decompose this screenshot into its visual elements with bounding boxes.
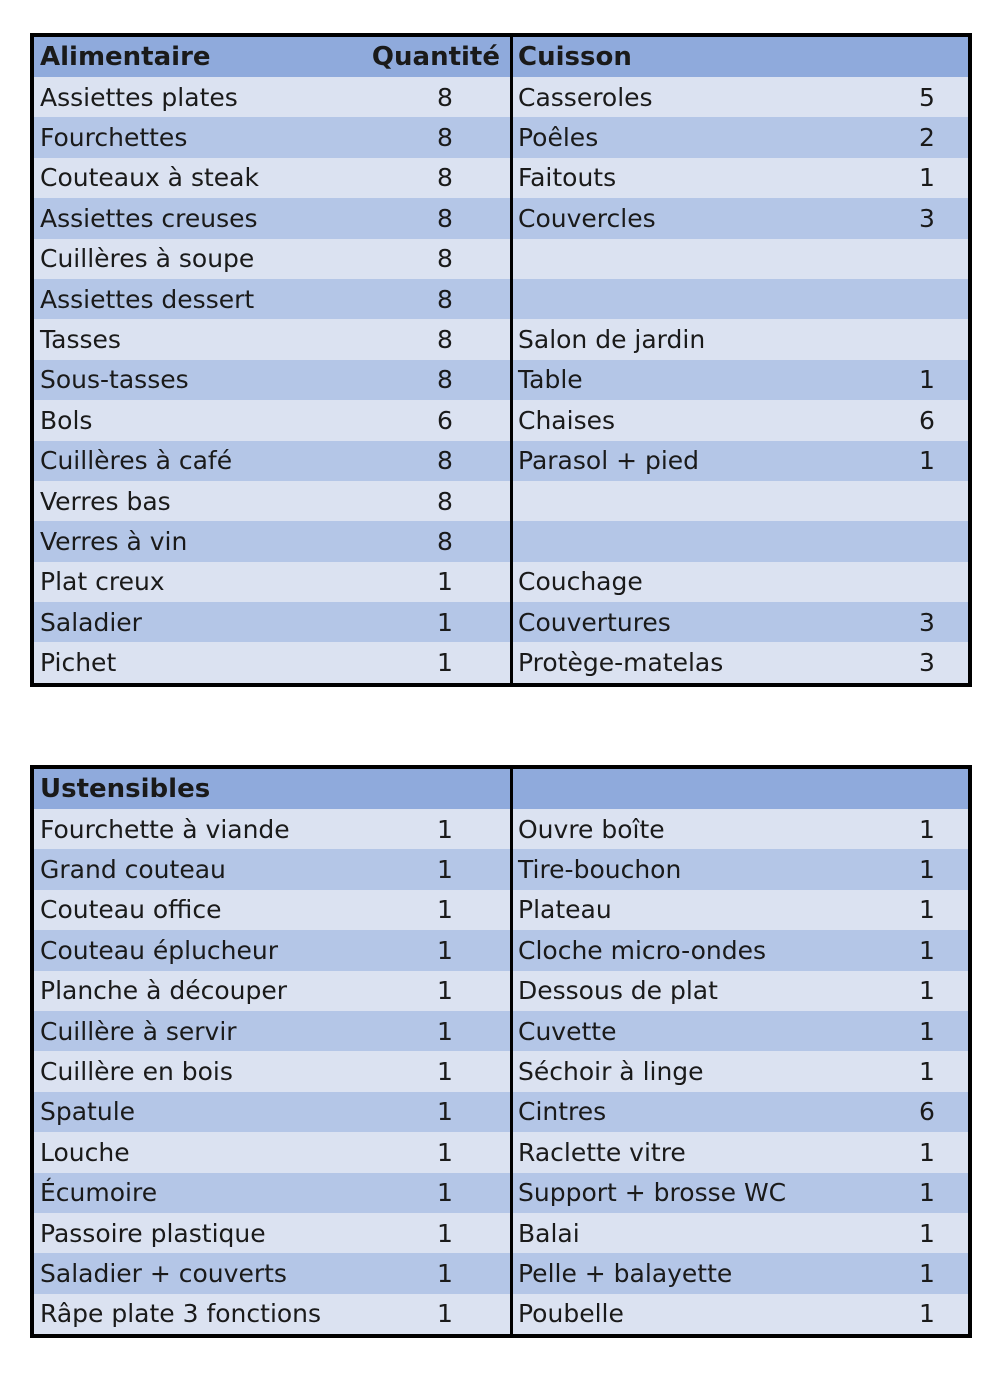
item-quantity: 1 xyxy=(437,1057,453,1087)
table-header-row xyxy=(34,37,968,77)
item-name: Verres bas xyxy=(40,486,171,516)
item-name: Balai xyxy=(518,1218,580,1248)
table-row xyxy=(34,1173,968,1213)
item-name: Couvertures xyxy=(518,607,671,637)
table-row xyxy=(34,1132,968,1172)
table-row xyxy=(34,77,968,117)
item-quantity: 1 xyxy=(919,976,935,1006)
item-quantity: 1 xyxy=(437,1218,453,1248)
item-name: Couvercles xyxy=(518,203,656,233)
item-name: Pichet xyxy=(40,648,117,678)
item-name: Passoire plastique xyxy=(40,1218,266,1248)
item-quantity xyxy=(847,279,947,319)
item-name: Couchage xyxy=(518,567,643,597)
item-name: Saladier + couverts xyxy=(40,1258,287,1288)
table-row xyxy=(34,1011,968,1051)
item-name: Écumoire xyxy=(40,1178,158,1208)
item-name: Sous-tasses xyxy=(40,365,189,395)
item-quantity: 1 xyxy=(437,976,453,1006)
item-name xyxy=(510,481,847,521)
item-name: Cintres xyxy=(518,1097,607,1127)
table-row xyxy=(34,1294,968,1334)
header-alimentaire: Alimentaire xyxy=(40,42,211,72)
item-name: Cuillère en bois xyxy=(40,1057,233,1087)
item-name xyxy=(510,279,847,319)
table-row xyxy=(34,602,968,642)
item-quantity: 8 xyxy=(437,365,453,395)
item-name: Salon de jardin xyxy=(518,325,706,355)
item-quantity: 1 xyxy=(919,1016,935,1046)
table-row xyxy=(34,198,968,238)
item-name: Poêles xyxy=(518,123,599,153)
table-body xyxy=(34,77,968,683)
table-row xyxy=(34,400,968,440)
item-name: Fourchettes xyxy=(40,123,188,153)
table-row xyxy=(34,1253,968,1293)
table-body xyxy=(34,809,968,1334)
table-row xyxy=(34,481,968,521)
table-row xyxy=(34,319,968,359)
item-quantity: 1 xyxy=(919,163,935,193)
item-name: Cuvette xyxy=(518,1016,617,1046)
item-quantity: 2 xyxy=(919,123,935,153)
table-row xyxy=(34,441,968,481)
item-quantity xyxy=(847,319,947,359)
item-name: Assiettes plates xyxy=(40,82,238,112)
header-left-qty xyxy=(374,769,510,809)
item-quantity: 1 xyxy=(437,1258,453,1288)
item-quantity: 6 xyxy=(919,405,935,435)
column-divider xyxy=(510,37,513,683)
item-name: Saladier xyxy=(40,607,142,637)
item-quantity: 1 xyxy=(919,814,935,844)
table-row xyxy=(34,158,968,198)
item-quantity xyxy=(847,562,947,602)
item-name: Tasses xyxy=(40,325,121,355)
item-quantity: 8 xyxy=(437,203,453,233)
item-quantity: 3 xyxy=(919,203,935,233)
table-row xyxy=(34,239,968,279)
item-quantity: 1 xyxy=(437,607,453,637)
header-right-qty xyxy=(847,769,947,809)
item-quantity: 1 xyxy=(919,1057,935,1087)
header-right-name xyxy=(510,769,847,809)
item-name: Chaises xyxy=(518,405,615,435)
item-quantity: 6 xyxy=(437,405,453,435)
item-name: Pelle + balayette xyxy=(518,1258,733,1288)
item-name: Table xyxy=(518,365,583,395)
item-quantity: 1 xyxy=(437,855,453,885)
item-name: Faitouts xyxy=(518,163,617,193)
table-row xyxy=(34,360,968,400)
item-name: Couteaux à steak xyxy=(40,163,259,193)
table-row xyxy=(34,971,968,1011)
item-quantity: 1 xyxy=(919,1137,935,1167)
item-name: Assiettes dessert xyxy=(40,284,255,314)
item-quantity: 1 xyxy=(437,1016,453,1046)
table-row xyxy=(34,642,968,682)
item-name: Grand couteau xyxy=(40,855,226,885)
item-name: Casseroles xyxy=(518,82,653,112)
item-name: Planche à découper xyxy=(40,976,288,1006)
table-row xyxy=(34,1213,968,1253)
item-quantity: 8 xyxy=(437,123,453,153)
item-quantity: 1 xyxy=(919,1178,935,1208)
item-quantity: 8 xyxy=(437,163,453,193)
inventory-table-ustensibles xyxy=(30,765,972,1338)
table-row xyxy=(34,117,968,157)
table-row xyxy=(34,562,968,602)
item-name: Tire-bouchon xyxy=(518,855,682,885)
item-quantity: 3 xyxy=(919,607,935,637)
item-quantity: 1 xyxy=(919,365,935,395)
table-row xyxy=(34,809,968,849)
item-name: Cuillères à soupe xyxy=(40,244,255,274)
item-quantity: 1 xyxy=(919,855,935,885)
item-name: Plateau xyxy=(518,895,612,925)
item-name: Protège-matelas xyxy=(518,648,724,678)
item-quantity: 1 xyxy=(919,935,935,965)
item-name: Bols xyxy=(40,405,93,435)
item-name: Cloche micro-ondes xyxy=(518,935,767,965)
item-quantity: 3 xyxy=(919,648,935,678)
item-quantity: 1 xyxy=(437,648,453,678)
item-quantity: 5 xyxy=(919,82,935,112)
item-quantity: 8 xyxy=(437,486,453,516)
item-quantity: 8 xyxy=(437,244,453,274)
item-name: Séchoir à linge xyxy=(518,1057,704,1087)
item-quantity: 1 xyxy=(919,1218,935,1248)
table-row xyxy=(34,1092,968,1132)
item-name: Fourchette à viande xyxy=(40,814,290,844)
item-name: Verres à vin xyxy=(40,526,188,556)
item-name: Râpe plate 3 fonctions xyxy=(40,1299,322,1329)
item-name: Louche xyxy=(40,1137,130,1167)
item-name: Cuillères à café xyxy=(40,446,233,476)
item-quantity: 8 xyxy=(437,82,453,112)
item-quantity: 1 xyxy=(437,814,453,844)
item-quantity: 1 xyxy=(437,1299,453,1329)
item-name: Spatule xyxy=(40,1097,136,1127)
item-quantity: 1 xyxy=(437,1178,453,1208)
item-quantity: 1 xyxy=(437,1097,453,1127)
table-row xyxy=(34,1051,968,1091)
table-row xyxy=(34,849,968,889)
header-cuisson: Cuisson xyxy=(518,42,632,72)
inventory-table-alimentaire xyxy=(30,33,972,687)
item-quantity: 6 xyxy=(919,1097,935,1127)
item-name xyxy=(510,239,847,279)
column-divider xyxy=(510,769,513,1334)
item-quantity: 1 xyxy=(437,935,453,965)
table-row xyxy=(34,521,968,561)
item-name: Plat creux xyxy=(40,567,165,597)
header-right-qty xyxy=(847,37,947,77)
item-name: Support + brosse WC xyxy=(518,1178,787,1208)
item-name: Poubelle xyxy=(518,1299,624,1329)
header-ustensibles: Ustensibles xyxy=(40,774,211,804)
item-name: Couteau office xyxy=(40,895,222,925)
header-quantite: Quantité xyxy=(371,42,500,72)
item-name: Cuillère à servir xyxy=(40,1016,237,1046)
item-name xyxy=(510,521,847,561)
table-row xyxy=(34,279,968,319)
item-quantity: 8 xyxy=(437,446,453,476)
item-quantity: 1 xyxy=(437,895,453,925)
item-name: Parasol + pied xyxy=(518,446,700,476)
item-quantity: 1 xyxy=(919,1258,935,1288)
item-name: Raclette vitre xyxy=(518,1137,686,1167)
table-header-row xyxy=(34,769,968,809)
item-quantity xyxy=(847,521,947,561)
item-name: Ouvre boîte xyxy=(518,814,665,844)
table-row xyxy=(34,930,968,970)
item-quantity: 1 xyxy=(919,895,935,925)
item-name: Dessous de plat xyxy=(518,976,718,1006)
item-quantity: 8 xyxy=(437,284,453,314)
item-name: Couteau éplucheur xyxy=(40,935,279,965)
item-quantity: 8 xyxy=(437,325,453,355)
item-quantity xyxy=(847,481,947,521)
item-quantity: 1 xyxy=(919,446,935,476)
item-quantity: 1 xyxy=(919,1299,935,1329)
item-quantity xyxy=(847,239,947,279)
item-quantity: 8 xyxy=(437,526,453,556)
item-name: Assiettes creuses xyxy=(40,203,258,233)
item-quantity: 1 xyxy=(437,567,453,597)
table-row xyxy=(34,890,968,930)
item-quantity: 1 xyxy=(437,1137,453,1167)
